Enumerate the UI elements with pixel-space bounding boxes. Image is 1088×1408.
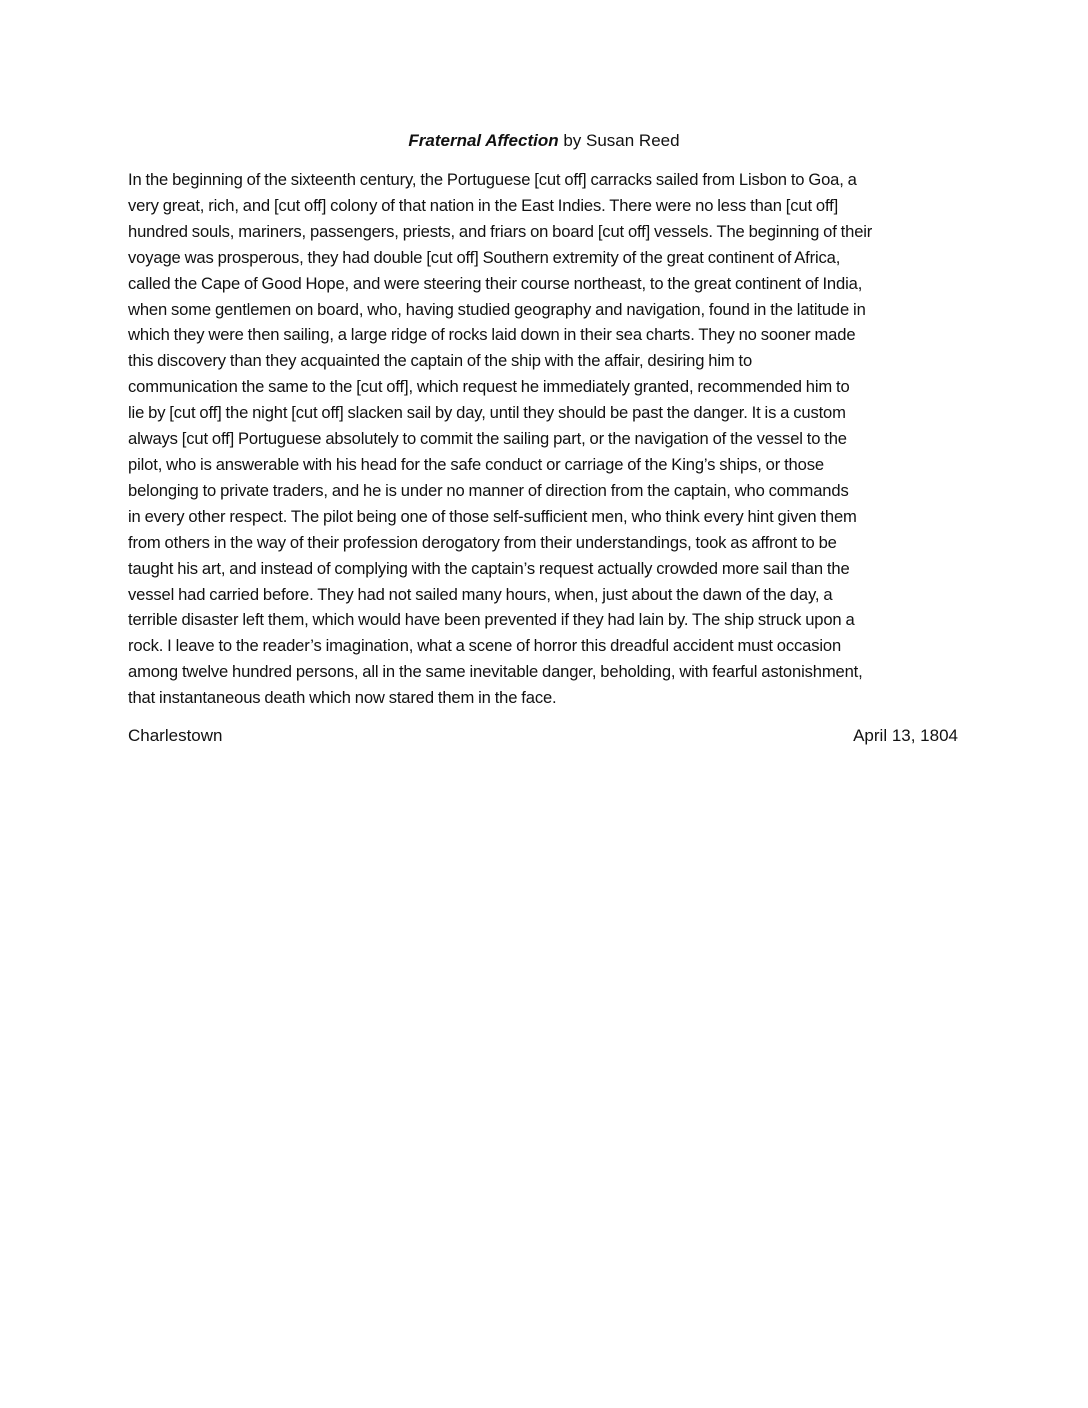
- body-line: in every other respect. The pilot being one of those self-sufficient men, who think every hint given them: [128, 506, 857, 526]
- body-line: terrible disaster left them, which would have been prevented if they had lain by. The ship struck upon a: [128, 610, 855, 630]
- place-name: Charlestown: [128, 726, 223, 745]
- body-line: hundred souls, mariners, passengers, priests, and friars on board [cut off] vessels. The beginning of their: [128, 221, 873, 241]
- body-line: rock. I leave to the reader’s imagination, what a scene of horror this dreadful accident must occasion: [128, 636, 842, 656]
- document-date: April 13, 1804: [853, 726, 958, 745]
- body-line: voyage was prosperous, they had double [cut off] Southern extremity of the great continent of Africa,: [128, 247, 841, 267]
- body-line: communication the same to the [cut off], which request he immediately granted, recommended him to: [128, 377, 850, 397]
- body-line: which they were then sailing, a large ridge of rocks laid down in their sea charts. They no sooner made: [128, 325, 856, 345]
- body-line: very great, rich, and [cut off] colony of that nation in the East Indies. There were no less than [cut off]: [128, 195, 839, 215]
- body-line: from others in the way of their profession derogatory from their understandings, took as affront to be: [128, 532, 837, 552]
- body-line: that instantaneous death which now stared them in the face.: [128, 688, 557, 708]
- body-line: lie by [cut off] the night [cut off] slacken sail by day, until they should be past the danger. It is a custom: [128, 403, 846, 423]
- body-line: when some gentlemen on board, who, having studied geography and navigation, found in the latitude in: [128, 299, 866, 319]
- body-line: belonging to private traders, and he is under no manner of direction from the captain, who commands: [128, 480, 849, 500]
- body-line: this discovery than they acquainted the captain of the ship with the affair, desiring him to: [128, 351, 753, 371]
- body-paragraph: [128, 167, 960, 711]
- body-line: pilot, who is answerable with his head for the safe conduct or carriage of the King’s ships, or those: [128, 454, 824, 474]
- body-line: called the Cape of Good Hope, and were steering their course northeast, to the great continent of India,: [128, 273, 863, 293]
- body-line: vessel had carried before. They had not sailed many hours, when, just about the dawn of the day, a: [128, 584, 833, 604]
- body-line: always [cut off] Portuguese absolutely to commit the sailing part, or the navigation of the vessel to the: [128, 429, 847, 449]
- document-title: [0, 128, 1088, 154]
- body-line: In the beginning of the sixteenth century, the Portuguese [cut off] carracks sailed from Lisbon to Goa, a: [128, 170, 857, 189]
- author-byline: by Susan Reed: [558, 131, 680, 150]
- body-line: taught his art, and instead of complying with the captain’s request actually crowded more sail than the: [128, 558, 850, 578]
- work-title: Fraternal Affection: [408, 131, 559, 150]
- body-line: among twelve hundred persons, all in the same inevitable danger, beholding, with fearful astonishment,: [128, 662, 863, 682]
